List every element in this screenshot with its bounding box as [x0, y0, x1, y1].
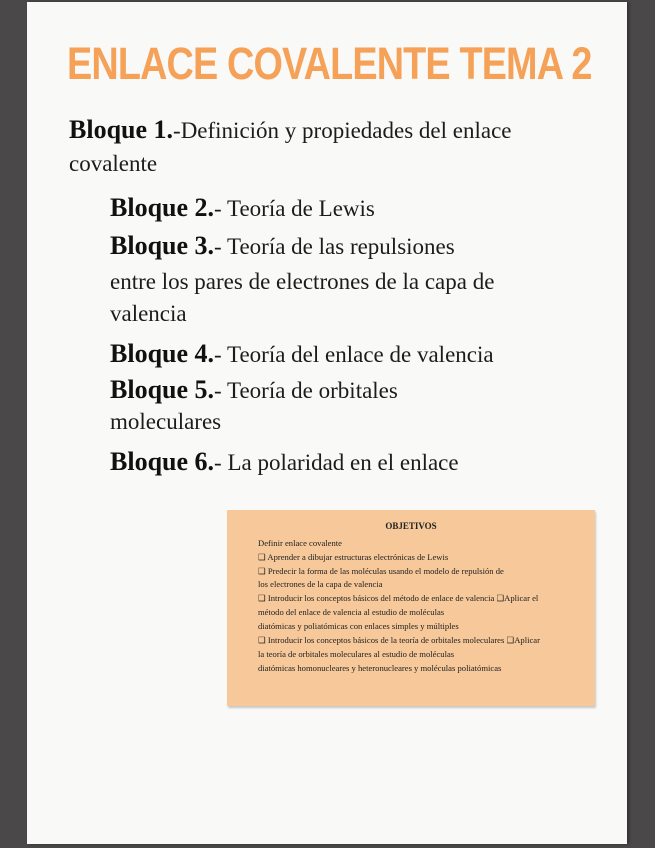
block-text: - Teoría de las repulsiones — [214, 234, 455, 259]
block-label: Bloque 2. — [110, 193, 215, 222]
document-page — [27, 2, 627, 844]
block-2 — [110, 191, 375, 226]
block-text: - La polaridad en el enlace — [214, 450, 459, 475]
objetivo-line: ❑ Introducir los conceptos básicos del método de enlace de valencia ❑Aplicar el — [258, 593, 539, 603]
block-1 — [69, 113, 512, 148]
block-label: Bloque 5. — [110, 375, 215, 404]
block-6 — [110, 445, 459, 480]
block-text: -Definición y propiedades del enlace — [173, 118, 512, 143]
objetivo-line: método del enlace de valencia al estudio de moléculas — [258, 607, 445, 617]
objetivo-line: diatómicas homonucleares y heteronucleares y moléculas poliatómicas — [258, 663, 502, 673]
block-3-continuation: entre los pares de electrones de la capa de — [110, 269, 495, 294]
block-3 — [110, 229, 455, 264]
objetivo-line: los electrones de la capa de valencia — [258, 579, 383, 589]
block-text: - Teoría de Lewis — [214, 196, 375, 221]
block-label: Bloque 6. — [110, 447, 215, 476]
block-1-continuation: covalente — [69, 151, 158, 176]
objetivo-line: diatómicas y poliatómicas con enlaces simples y múltiples — [258, 621, 459, 631]
block-label: Bloque 4. — [110, 339, 215, 368]
block-3-continuation: valencia — [110, 301, 187, 326]
block-text: - Teoría de orbitales — [214, 378, 398, 403]
objetivo-line: ❑ Predecir la forma de las moléculas usando el modelo de repulsión de — [258, 566, 504, 576]
page-title: ENLACE COVALENTE TEMA 2 — [67, 38, 592, 89]
block-text: - Teoría del enlace de valencia — [214, 342, 494, 367]
block-5-continuation: moleculares — [110, 409, 222, 434]
block-label: Bloque 3. — [110, 231, 215, 260]
objetivo-line: ❑ Aprender a dibujar estructuras electrónicas de Lewis — [258, 552, 449, 562]
objetivo-line: ❑ Introducir los conceptos básicos de la teoría de orbitales moleculares ❑Aplicar — [258, 635, 540, 645]
block-label: Bloque 1. — [69, 115, 174, 144]
objetivo-line: Definir enlace covalente — [258, 538, 342, 548]
objetivo-line: la teoría de orbitales moleculares al estudio de moléculas — [258, 649, 455, 659]
block-5 — [110, 373, 398, 408]
objetivos-box — [227, 510, 595, 706]
block-4 — [110, 337, 494, 372]
objetivos-heading: OBJETIVOS — [385, 521, 437, 531]
